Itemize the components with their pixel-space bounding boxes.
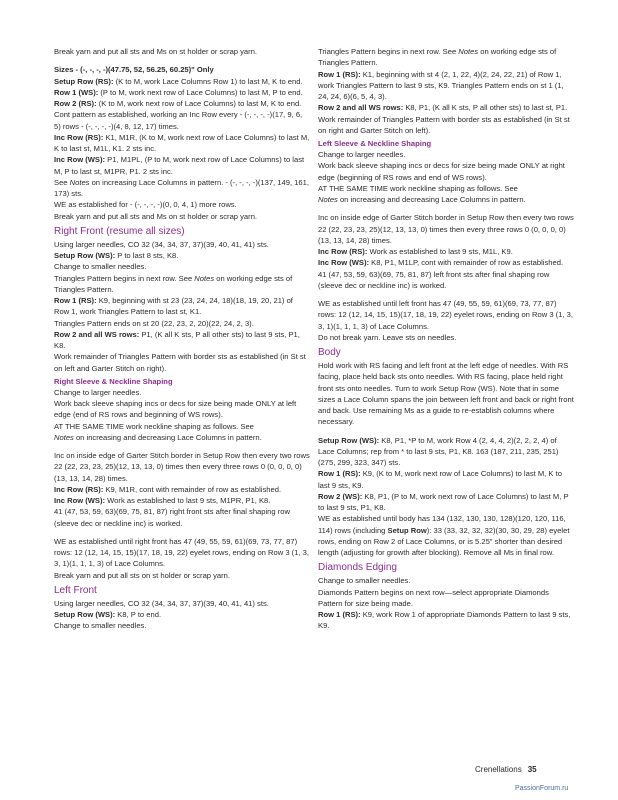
- row-label: Row 1 (RS):: [54, 296, 97, 305]
- left-column: [54, 46, 310, 632]
- body-text: ): 33 (33, 32, 32, 32)(30, 30, 29, 28) eyelet rows, ending on Row 2 of Lace Columns, or is 5.25" shorter than desired length (adjusting for growth after blocking). Remove all Ms in final row.: [318, 525, 570, 557]
- row-label: Row 1 (RS):: [318, 610, 361, 619]
- instruction-paragraph: [318, 360, 574, 428]
- body-text: Triangles Pattern ends on st 20 (22, 23, 2, 20)(22, 24, 2, 3).: [54, 318, 254, 328]
- spacer: [54, 443, 310, 450]
- instruction-paragraph: [318, 332, 574, 343]
- body-text: K9, work Row 1 of appropriate Diamonds Pattern to last 9 sts, K9.: [318, 610, 571, 631]
- instruction-paragraph: [54, 609, 310, 620]
- instruction-paragraph: [54, 598, 310, 609]
- body-text: K1, M1R, (K to M, work next row of Lace Columns) to last M, K to last st, M1L, K1. 2 sts inc.: [54, 132, 310, 153]
- instruction-paragraph: [318, 69, 574, 103]
- right-column: [318, 46, 574, 632]
- instruction-paragraph: [54, 450, 310, 484]
- section-heading: Diamonds Edging: [318, 562, 397, 574]
- instruction-paragraph: [54, 64, 310, 75]
- body-text: on working edge sts of Triangles Pattern.: [318, 47, 557, 68]
- body-text: Break yarn and put all sts on st holder or scrap yarn.: [54, 570, 231, 580]
- body-text: 41 (47, 53, 59, 63)(69, 75, 81, 87) left front sts after final shaping row (sleeve dec or neckline inc) is worked.: [318, 269, 550, 290]
- body-text: Cont pattern as established, working an Inc Row every - (-, -, -, -)(17, 9, 6, 5) rows - (-, -, -, -)(4, 8, 12, 17) times.: [54, 110, 303, 131]
- body-text: (P to M, work next row of Lace Columns) to last M, P to end.: [98, 87, 303, 97]
- instruction-paragraph: [318, 257, 574, 268]
- row-label: Row 1 (WS):: [54, 87, 99, 97]
- instruction-paragraph: [318, 102, 574, 113]
- instruction-paragraph: [318, 149, 574, 160]
- instruction-paragraph: [54, 536, 310, 570]
- instruction-paragraph: [318, 269, 574, 292]
- body-text: Do not break yarn. Leave sts on needles.: [318, 332, 457, 342]
- instruction-paragraph: [318, 114, 574, 137]
- spacer: [318, 428, 574, 435]
- instruction-paragraph: [318, 160, 574, 183]
- spacer: [54, 529, 310, 536]
- instruction-paragraph: [54, 87, 310, 98]
- instruction-paragraph: [318, 435, 574, 469]
- body-text: WE as established until left front has 47 (49, 55, 59, 61)(69, 73, 77, 87) rows: 12 (12, 14, 15, 15)(17, 18, 19, 22) eyelet rows, ending on Row 3 (1, 3, 3, 1)(1, 1, 1, 3) of Lace Columns.: [318, 299, 573, 331]
- body-text: on increasing Lace Columns in pattern. - (-, -, -, -)(137, 149, 161, 173) sts.: [54, 177, 309, 198]
- instruction-paragraph: [54, 132, 310, 155]
- spacer: [318, 291, 574, 298]
- instruction-paragraph: [54, 46, 310, 57]
- notes-reference: Notes: [318, 195, 338, 204]
- instruction-paragraph: [54, 570, 310, 581]
- body-text: Inc on inside edge of Garter Stitch border in Setup Row then every two rows 22 (22, 23, 23, 25)(12, 13, 13, 0) times then every three rows 0 (0, 0, 0, 0)(13, 13, 14, 28) times.: [54, 451, 310, 483]
- body-text: Change to smaller needles.: [318, 576, 411, 586]
- instruction-paragraph: [318, 246, 574, 257]
- instruction-paragraph: [54, 329, 310, 352]
- body-text: K8, P1, (P to M, work next row of Lace Columns) to last M, P to last 9 sts, P1, K8.: [318, 491, 569, 512]
- instruction-paragraph: [318, 212, 574, 246]
- body-text: Using larger needles, CO 32 (34, 34, 37, 37)(39, 40, 41, 41) sts.: [54, 239, 269, 249]
- body-text: Change to larger needles.: [54, 387, 142, 397]
- body-text: K8, P1, *P to M, work Row 4 (2, 4, 4, 2)(2, 2, 2, 4) of Lace Columns; rep from * to last 9 sts, P1, K8. 163 (187, 211, 235, 251)(275, 299, 323, 347) sts.: [318, 435, 559, 467]
- instruction-paragraph: [54, 495, 310, 506]
- instruction-paragraph: [54, 261, 310, 272]
- row-label: Row 2 and all WS rows:: [318, 103, 404, 113]
- page-number: 35: [527, 765, 537, 774]
- body-text: Diamonds Pattern begins on next row—select appropriate Diamonds Pattern for size being made.: [318, 587, 549, 608]
- body-text: AT THE SAME TIME work neckline shaping as follows. See: [54, 421, 254, 431]
- footer-title: Crenellations: [475, 765, 522, 774]
- spacer: [318, 205, 574, 212]
- body-text: on working edge sts of Triangles Pattern.: [54, 273, 293, 294]
- lead-text: Triangles Pattern begins in next row. See: [54, 273, 195, 283]
- row-label: Inc Row (RS):: [54, 484, 104, 494]
- body-text: K8, P1, (K all K sts, P all other sts) to last st, P1.: [403, 103, 568, 113]
- row-label: Inc Row (WS):: [54, 155, 106, 165]
- row-label: Row 2 (RS):: [54, 99, 97, 108]
- instruction-paragraph: [54, 98, 310, 109]
- instruction-paragraph: [54, 199, 310, 210]
- notes-reference: Notes: [69, 177, 90, 187]
- subsection-heading: Left Sleeve & Neckline Shaping: [318, 139, 432, 148]
- body-text: Change to smaller needles.: [54, 621, 147, 631]
- body-text: K9, (K to M, work next row of Lace Columns) to last M, K to last 9 sts, K9.: [318, 469, 562, 490]
- body-text: on increasing and decreasing Lace Columns in pattern.: [73, 432, 262, 442]
- row-label: Setup Row (WS):: [54, 610, 116, 619]
- instruction-paragraph: [318, 575, 574, 586]
- instruction-paragraph: [54, 154, 310, 177]
- body-text: Change to larger needles.: [318, 150, 406, 159]
- notes-reference: Notes: [458, 47, 479, 56]
- body-text: Hold work with RS facing and left front at the left edge of needles. With RS facing, place held back sts onto needles. With RS facing, place held right front sts onto needles. Turn to work Setup Row (WS). Note that in some sizes a Lace Column spans the join between left front and back or right front and back. Use remaining Ms as a guide to re-establish columns where necessary.: [318, 361, 574, 427]
- instruction-paragraph: [54, 506, 310, 529]
- body-text: K9, M1R, cont with remainder of row as established.: [103, 484, 282, 494]
- instruction-paragraph: [318, 609, 574, 632]
- section-heading: Body: [318, 347, 341, 358]
- row-label: Inc Row (WS):: [318, 258, 370, 268]
- lead-text: WE as established until body has 134 (132, 130, 130, 128)(120, 120, 116, 114) rows (including: [318, 514, 566, 535]
- body-text: Change to smaller needles.: [54, 262, 147, 272]
- row-label: Row 2 and all WS rows:: [54, 329, 140, 339]
- section-heading: Right Front (resume all sizes): [54, 225, 185, 237]
- notes-reference: Notes: [194, 273, 215, 283]
- body-text: Work as established to last 9 sts, M1L, K9.: [367, 247, 513, 256]
- row-label: Setup Row: [387, 525, 427, 535]
- instruction-paragraph: [54, 273, 310, 296]
- instruction-paragraph: [318, 194, 574, 205]
- body-text: Work remainder of Triangles Pattern with border sts as established (in St st on right and Garter Stitch on left).: [318, 114, 570, 135]
- body-text: K1, beginning with st 4 (2, 1, 22, 4)(2, 24, 22, 21) of Row 1, work Triangles Pattern to last 9 sts, K9. Triangles Pattern ends on st 1 (1, 24, 24, 6)(6, 5, 4, 3).: [318, 69, 564, 101]
- instruction-paragraph: [318, 513, 574, 558]
- instruction-paragraph: [54, 421, 310, 432]
- instruction-paragraph: [318, 587, 574, 610]
- row-label: Row 1 (RS):: [318, 69, 361, 79]
- instruction-paragraph: [318, 183, 574, 194]
- instruction-paragraph: [54, 295, 310, 318]
- body-text: Inc on inside edge of Garter Stitch border in Setup Row then every two rows 22 (22, 23, 23, 25)(12, 13, 13, 0) times then every three rows 0 (0, 0, 0, 0)(13, 13, 14, 28) times.: [318, 213, 574, 245]
- instruction-paragraph: [54, 432, 310, 443]
- instruction-paragraph: [54, 398, 310, 421]
- body-text: WE as established for - (-, -, -, -)(0, 0, 4, 1) more rows.: [54, 200, 237, 210]
- body-text: Work back sleeve shaping incs or decs for size being made ONLY at left edge (end of RS rows and beginning of WS rows).: [54, 399, 297, 420]
- body-text: K8, P to end.: [115, 610, 162, 619]
- instruction-paragraph: [54, 239, 310, 250]
- body-text: Work remainder of Triangles Pattern with border sts as established (in St st on left and Garter Stitch on right).: [54, 352, 306, 373]
- instruction-paragraph: [54, 351, 310, 374]
- instruction-paragraph: [54, 250, 310, 261]
- body-text: P to last 8 sts, K8.: [115, 251, 179, 260]
- body-text: WE as established until right front has 47 (49, 55, 59, 61)(69, 73, 77, 87) rows: 12 (12, 14, 15, 15)(17, 18, 19, 22) eyelet rows, ending on Row 3 (1, 3, 3, 1)(1, 1, 1, 3) of Lace Columns.: [54, 536, 309, 569]
- instruction-paragraph: [54, 318, 310, 329]
- body-text: Break yarn and put all sts and Ms on st holder or scrap yarn.: [54, 211, 258, 221]
- row-label: Row 1 (RS):: [318, 469, 361, 479]
- page-footer: [475, 765, 537, 774]
- instruction-paragraph: [54, 387, 310, 398]
- body-text: Work back sleeve shaping incs or decs for size being made ONLY at right edge (beginning of RS rows and end of WS rows).: [318, 161, 565, 182]
- body-text: (K to M, work next row of Lace Columns) to last M, K to end.: [96, 99, 302, 108]
- body-text: Break yarn and put all sts and Ms on st holder or scrap yarn.: [54, 47, 258, 56]
- instruction-paragraph: [54, 620, 310, 631]
- instruction-paragraph: [54, 484, 310, 495]
- instruction-paragraph: [54, 211, 310, 222]
- instruction-paragraph: [318, 491, 574, 514]
- subsection-heading: Right Sleeve & Neckline Shaping: [54, 376, 173, 386]
- row-label: Setup Row (WS):: [54, 251, 116, 260]
- row-label: Sizes - (-, -, -, -)(47.75, 52, 56.25, 60.25)" Only: [54, 65, 214, 75]
- body-text: P1, M1PL, (P to M, work next row of Lace Columns) to last M, P to last st, M1PR, P1. 2 sts inc.: [54, 155, 305, 176]
- row-label: Inc Row (RS):: [54, 132, 104, 142]
- row-label: Row 2 (WS):: [318, 491, 363, 501]
- spacer: [54, 57, 310, 64]
- body-text: AT THE SAME TIME work neckline shaping as follows. See: [318, 183, 518, 193]
- row-label: Setup Row (WS):: [318, 435, 380, 445]
- section-heading: Left Front: [54, 584, 97, 596]
- instruction-paragraph: [54, 76, 310, 87]
- instruction-paragraph: [318, 46, 574, 69]
- notes-reference: Notes: [54, 432, 74, 442]
- body-text: K9, beginning with st 23 (23, 24, 24, 18)(18, 19, 20, 21) of Row 1, work Triangles Pattern to last st, K1.: [54, 296, 293, 317]
- body-text: P1, (K all K sts, P all other sts) to last 9 sts, P1, K8.: [54, 329, 300, 350]
- body-text: Work as established to last 9 sts, M1PR, P1, K8.: [105, 496, 271, 505]
- body-text: Using larger needles, CO 32 (34, 34, 37, 37)(39, 40, 41, 41) sts.: [54, 598, 269, 608]
- lead-text: Triangles Pattern begins in next row. See: [318, 47, 459, 56]
- instruction-paragraph: [318, 468, 574, 491]
- instruction-paragraph: [318, 298, 574, 332]
- body-text: K8, P1, M1LP, cont with remainder of row as established.: [369, 258, 564, 268]
- lead-text: See: [54, 177, 70, 187]
- instruction-paragraph: [54, 177, 310, 200]
- row-label: Inc Row (WS):: [54, 496, 106, 505]
- row-label: Inc Row (RS):: [318, 247, 368, 256]
- watermark: PassionForum.ru: [515, 785, 569, 792]
- body-text: (K to M, work Lace Columns Row 1) to last M, K to end.: [113, 76, 303, 86]
- instruction-paragraph: [54, 109, 310, 132]
- body-text: on increasing and decreasing Lace Columns in pattern.: [337, 195, 526, 204]
- row-label: Setup Row (RS):: [54, 76, 114, 86]
- body-text: 41 (47, 53, 59, 63)(69, 75, 81, 87) right front sts after final shaping row (sleeve dec or neckline inc) is worked.: [54, 507, 290, 528]
